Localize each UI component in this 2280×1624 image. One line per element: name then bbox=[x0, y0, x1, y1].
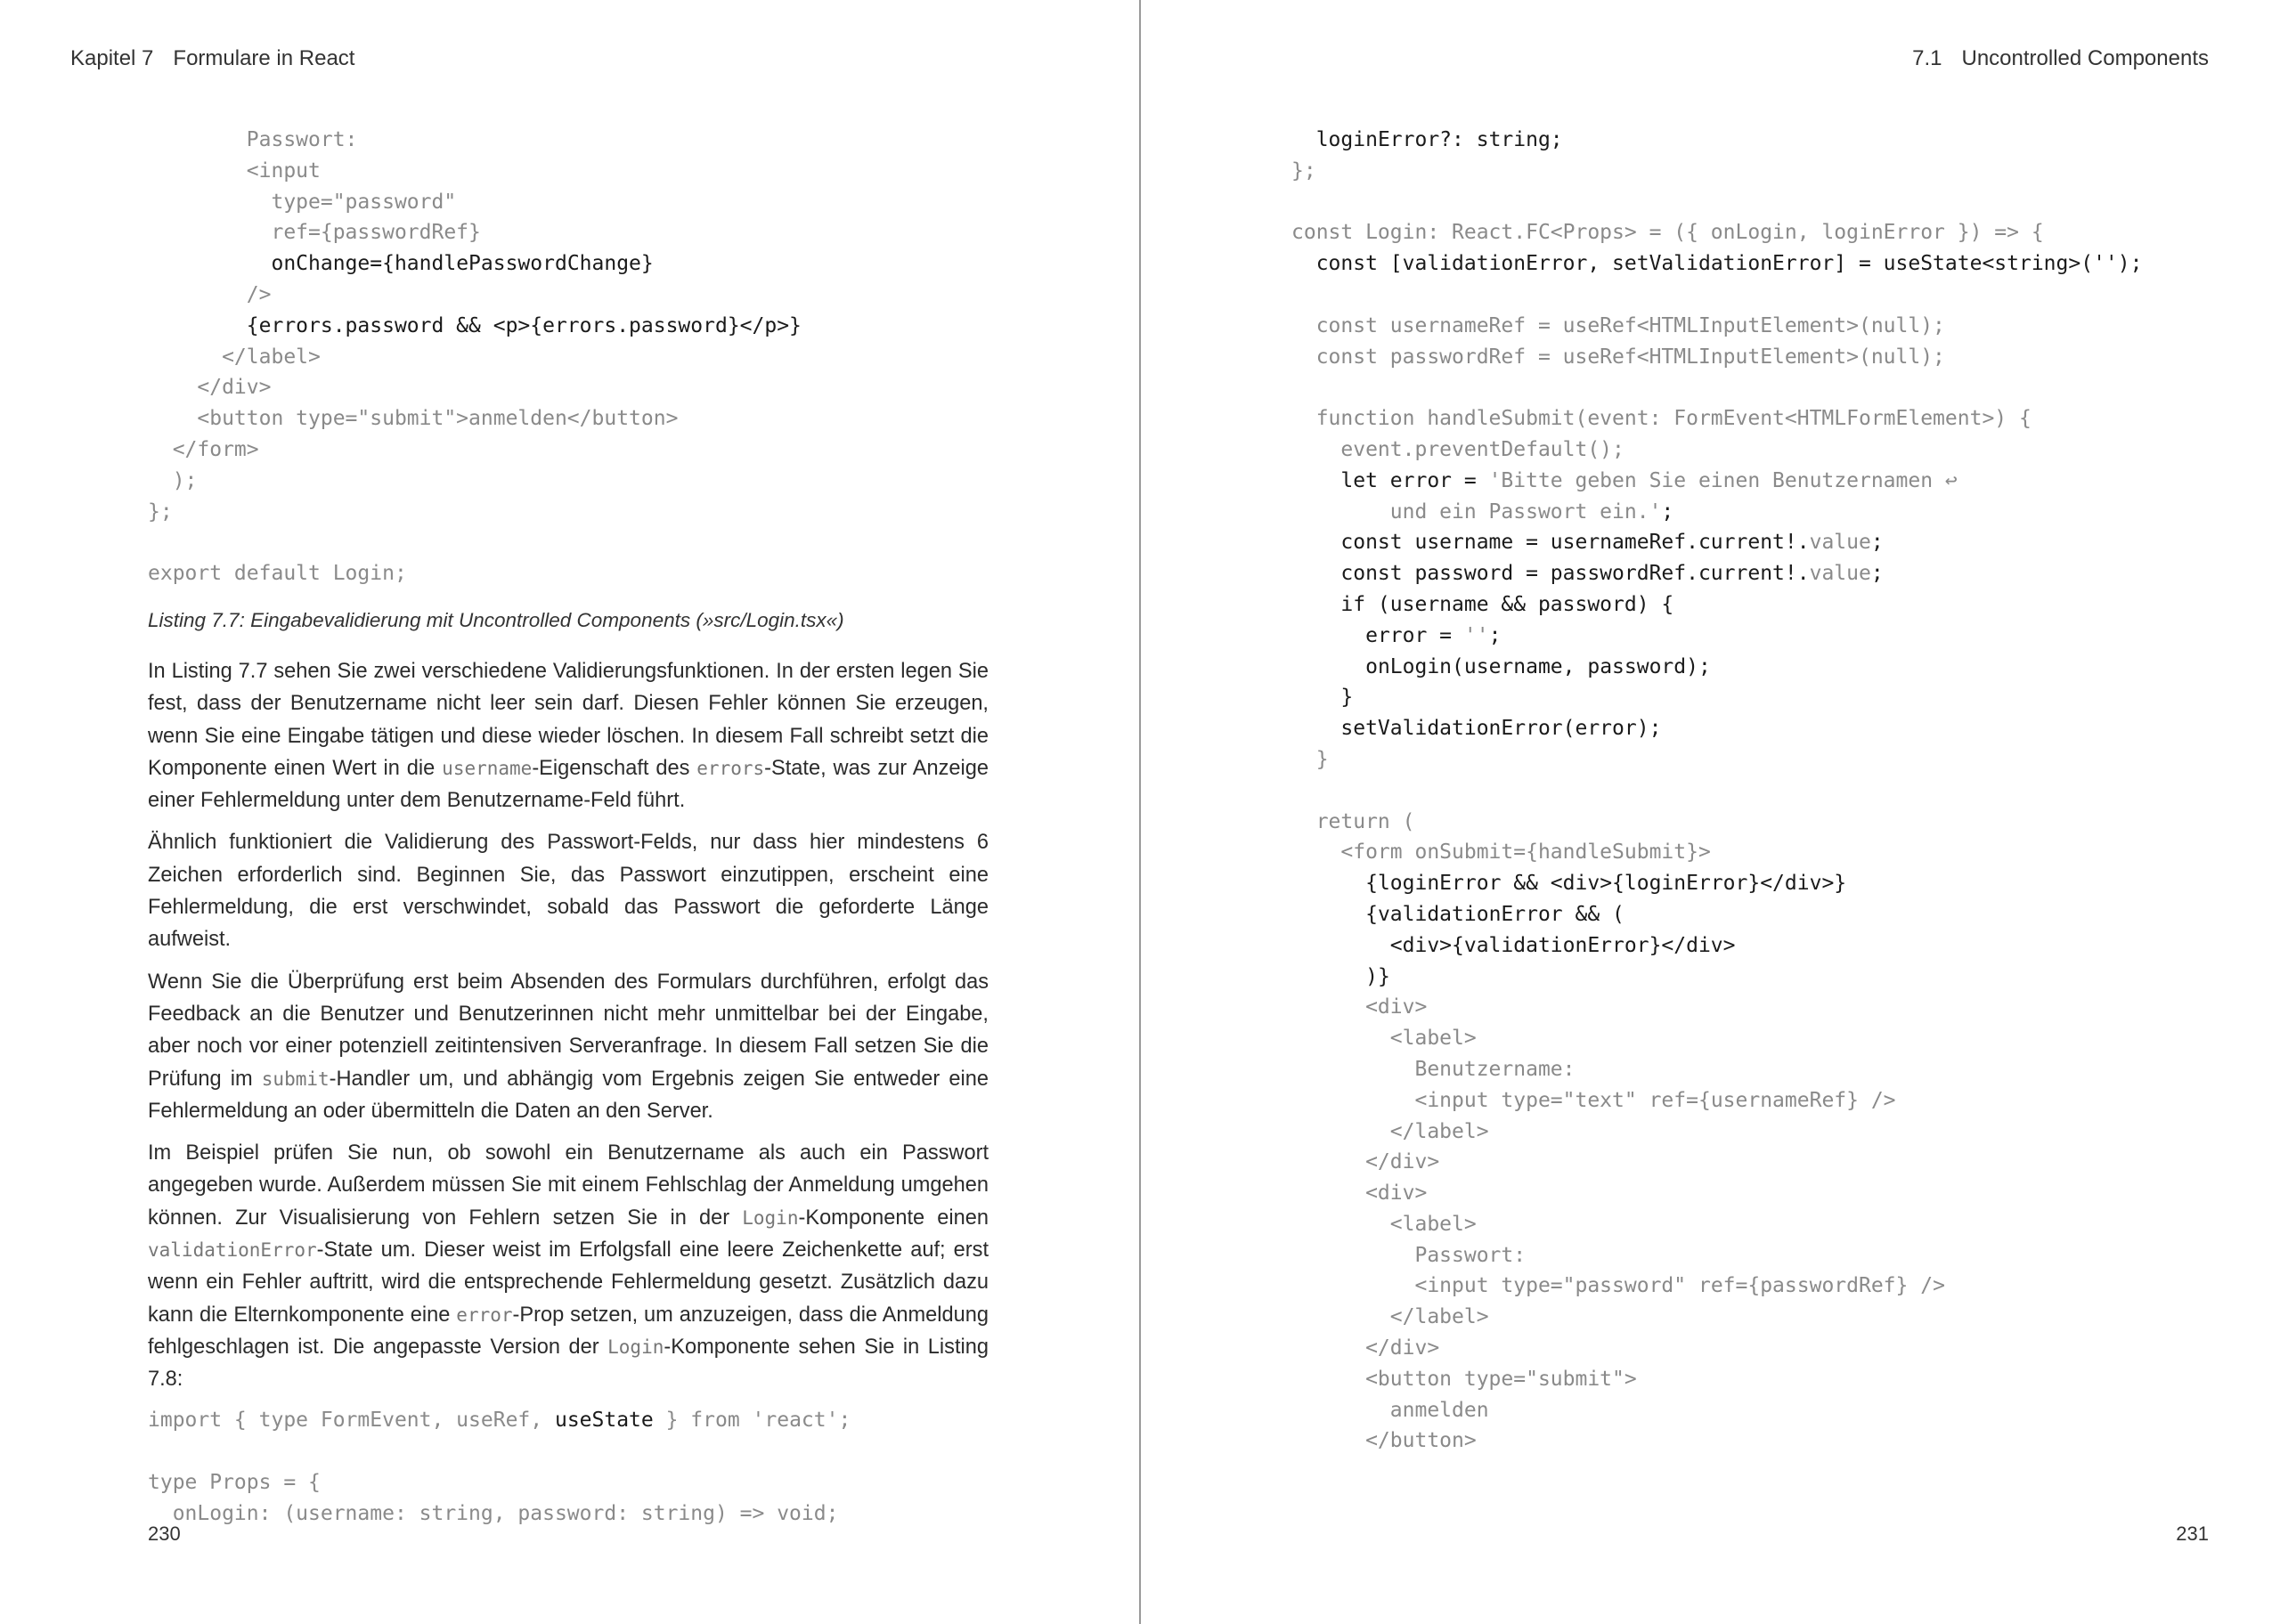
code-line bbox=[1291, 992, 2142, 1023]
code-token: setValidationError(error); bbox=[1340, 717, 1662, 741]
code-line bbox=[1291, 589, 2142, 621]
code-token: <label> bbox=[1291, 1027, 1477, 1051]
code-token: loginError?: string; bbox=[1315, 128, 1563, 151]
paragraph-text: Im Beispiel prüfen Sie nun, ob sowohl ein Benutzername als auch ein Passwort angegeben wurde. Außerdem müssen Sie mit einem Fehlschlag der Anmeldung umgehen können. Zur Visualisierung von Fehlern setzen Sie in der bbox=[148, 1141, 989, 1230]
code-line bbox=[1291, 1209, 2142, 1240]
code-token: </div> bbox=[148, 376, 272, 400]
inline-code: username bbox=[442, 757, 533, 779]
left-page-content bbox=[148, 125, 989, 1530]
paragraph-text: Ähnlich funktioniert die Validierung des Passwort-Felds, nur dass hier mindestens 6 Zeichen erforderlich sind. Beginnen Sie, das Passwort einzutippen, erscheint eine Fehlermeldung, die erst verschwindet, sobald das Passwort die geforderte Länge aufweist. bbox=[148, 831, 989, 952]
code-token: type="password" bbox=[148, 190, 457, 214]
code-token: )} bbox=[1365, 964, 1390, 988]
code-token bbox=[148, 252, 271, 275]
code-token: </label> bbox=[148, 345, 321, 369]
code-token: '' bbox=[1463, 623, 1489, 647]
code-line bbox=[1291, 1178, 2142, 1209]
code-token: {validationError && ( bbox=[1365, 902, 1624, 926]
body-text bbox=[148, 655, 989, 1396]
code-token: const Login: React.FC<Props> = ({ onLogin, loginError }) => { bbox=[1291, 221, 2044, 245]
code-token: </label> bbox=[1291, 1305, 1489, 1329]
code-line bbox=[1291, 125, 2142, 156]
section-number: 7.1 bbox=[1912, 46, 1942, 70]
inline-code: errors bbox=[696, 757, 765, 779]
code-token: function handleSubmit(event: FormEvent<HTMLFormElement>) { bbox=[1291, 407, 2032, 431]
paragraph bbox=[148, 966, 989, 1127]
running-header-left bbox=[70, 46, 354, 71]
code-line bbox=[1291, 1302, 2142, 1333]
paragraph-text: Wenn Sie die Überprüfung erst beim Absenden des Formulars durchführen, erfolgt das Feedback an die Benutzer und Benutzerinnen nicht mehr unmittelbar bei der Eingabe, aber noch vor einer potenziell zeitintensiven Serveranfrage. In diesem Fall setzen Sie die Prüfung im bbox=[148, 970, 989, 1091]
code-token bbox=[1291, 531, 1340, 554]
code-token: /> bbox=[148, 282, 272, 306]
code-token: }; bbox=[1291, 158, 1316, 183]
code-token bbox=[1291, 655, 1365, 678]
code-line bbox=[148, 558, 989, 589]
code-line bbox=[1291, 527, 2142, 558]
code-line bbox=[148, 125, 989, 156]
running-header-right bbox=[1912, 46, 2209, 71]
code-token: <div> bbox=[1291, 995, 1428, 1019]
paragraph-text: -Komponente sehen Sie in Listing 7.8: bbox=[148, 1335, 989, 1392]
code-token: <div>{validationError}</div> bbox=[1389, 933, 1736, 957]
code-token: type Props = { bbox=[148, 1471, 321, 1495]
code-token bbox=[1291, 686, 1340, 709]
code-token: const usernameRef = useRef<HTMLInputElement>(null); bbox=[1291, 313, 1945, 337]
code-line bbox=[1291, 497, 2142, 528]
code-line bbox=[1291, 652, 2142, 683]
code-line bbox=[1291, 558, 2142, 589]
code-token: anmelden bbox=[1291, 1398, 1489, 1422]
code-line bbox=[1291, 1271, 2142, 1302]
code-line bbox=[1291, 434, 2142, 466]
code-token: ; bbox=[1661, 499, 1674, 524]
code-line bbox=[1291, 744, 2142, 775]
paragraph-text: In Listing 7.7 sehen Sie zwei verschiedene Validierungsfunktionen. In der ersten legen Sie fest, dass der Benutzername nicht leer sein darf. Diesen Fehler können Sie erzeugen, wenn Sie eine Eingabe tätigen und diese wieder löschen. In diesem Fall schreibt setzt die Komponente einen Wert in die bbox=[148, 659, 989, 780]
code-token: </form> bbox=[148, 437, 259, 461]
code-line bbox=[148, 1405, 989, 1436]
code-token: <input bbox=[148, 158, 321, 183]
code-line bbox=[1291, 1023, 2142, 1054]
code-line bbox=[148, 1467, 989, 1498]
code-line bbox=[1291, 1364, 2142, 1395]
code-line bbox=[1291, 1054, 2142, 1085]
code-line bbox=[1291, 466, 2142, 497]
page-number-right: 231 bbox=[2176, 1522, 2209, 1545]
code-token: error = bbox=[1365, 623, 1464, 647]
code-line bbox=[148, 1436, 989, 1467]
code-token: /> bbox=[1908, 1274, 1945, 1298]
code-token bbox=[1291, 903, 1365, 926]
code-token: onLogin(username, password); bbox=[1365, 654, 1711, 678]
code-line bbox=[1291, 403, 2142, 434]
code-token: Benutzername: bbox=[1291, 1057, 1576, 1081]
code-token bbox=[1291, 965, 1365, 988]
code-line bbox=[1291, 682, 2142, 713]
code-line bbox=[148, 156, 989, 187]
code-token: <button type="submit">anmelden</button> bbox=[148, 407, 679, 431]
inline-code: validationError bbox=[148, 1239, 317, 1261]
code-token: } bbox=[1291, 747, 1329, 771]
code-line bbox=[148, 497, 989, 528]
inline-code: Login bbox=[742, 1206, 799, 1229]
code-line bbox=[148, 527, 989, 558]
paragraph-text: -State um. Dieser weist im Erfolgsfall eine leere Zeichenkette auf; erst wenn ein Fehler auftritt, wird die entsprechende Fehlermeldung gesetzt. Zusätzlich dazu kann die Elternkomponente eine bbox=[148, 1238, 989, 1327]
code-line bbox=[1291, 713, 2142, 744]
code-token: 'Bitte geben Sie einen Benutzernamen ↩ bbox=[1488, 468, 1958, 492]
code-token: return ( bbox=[1291, 809, 1415, 833]
code-token: </button> bbox=[1291, 1429, 1477, 1453]
code-token bbox=[1291, 128, 1316, 151]
code-token: const [validationError, setValidationError] = useState<string>(''); bbox=[1315, 252, 2143, 276]
code-token: <div> bbox=[1291, 1181, 1428, 1206]
page-number-left: 230 bbox=[148, 1522, 181, 1545]
chapter-title: Formulare in React bbox=[173, 46, 355, 70]
code-line bbox=[1291, 1240, 2142, 1271]
code-token: } bbox=[1340, 686, 1354, 710]
code-line bbox=[1291, 1425, 2142, 1457]
chapter-number: Kapitel 7 bbox=[70, 46, 154, 70]
code-line bbox=[148, 372, 989, 403]
code-token: <input type="password" bbox=[1291, 1274, 1698, 1298]
listing-caption: Listing 7.7: Eingabevalidierung mit Uncontrolled Components (»src/Login.tsx«) bbox=[148, 608, 844, 631]
code-line bbox=[1291, 1116, 2142, 1148]
code-token: und ein Passwort ein.' bbox=[1291, 499, 1662, 524]
code-token: onLogin: (username: string, password: string) => void; bbox=[148, 1501, 839, 1525]
code-token: Passwort: bbox=[1291, 1243, 1527, 1267]
code-token: ref={usernameRef} bbox=[1649, 1088, 1859, 1112]
inline-code: Login bbox=[607, 1336, 664, 1358]
code-token bbox=[1291, 562, 1340, 585]
code-token: let error = bbox=[1340, 468, 1489, 492]
code-line bbox=[148, 466, 989, 497]
code-token bbox=[1291, 593, 1340, 616]
code-token bbox=[1291, 624, 1365, 647]
code-line bbox=[148, 342, 989, 373]
code-line bbox=[148, 187, 989, 218]
code-line bbox=[1291, 1147, 2142, 1178]
code-token: value bbox=[1809, 562, 1871, 586]
code-token: import { type FormEvent, useRef, bbox=[148, 1409, 555, 1433]
code-token bbox=[1291, 872, 1365, 895]
code-line bbox=[1291, 248, 2142, 280]
code-line bbox=[1291, 962, 2142, 993]
code-token: event.preventDefault(); bbox=[1291, 437, 1624, 461]
code-token: value bbox=[1809, 531, 1871, 555]
code-line bbox=[1291, 156, 2142, 187]
code-token: useState bbox=[554, 1409, 654, 1433]
code-line bbox=[1291, 187, 2142, 218]
code-line bbox=[1291, 311, 2142, 342]
code-token: </div> bbox=[1291, 1336, 1440, 1360]
code-token: onChange={handlePasswordChange} bbox=[271, 252, 654, 276]
paragraph bbox=[148, 826, 989, 955]
code-token bbox=[1291, 469, 1340, 492]
code-line bbox=[148, 217, 989, 248]
code-token bbox=[148, 314, 247, 337]
code-line bbox=[1291, 280, 2142, 311]
code-token: /> bbox=[1858, 1088, 1896, 1112]
inline-code: error bbox=[456, 1303, 513, 1326]
code-token: <button type="submit"> bbox=[1291, 1367, 1637, 1391]
code-token: ref={passwordRef} bbox=[1698, 1274, 1909, 1298]
code-token bbox=[1291, 934, 1390, 957]
code-token: <input type="text" bbox=[1291, 1088, 1649, 1112]
code-token bbox=[1291, 717, 1340, 740]
code-token: </label> bbox=[1291, 1119, 1489, 1143]
code-line bbox=[148, 434, 989, 466]
code-token: ref={passwordRef} bbox=[148, 221, 481, 245]
code-token: const passwordRef = useRef<HTMLInputElement>(null); bbox=[1291, 345, 1945, 369]
code-token: ; bbox=[1870, 531, 1884, 555]
code-token: <form onSubmit={handleSubmit}> bbox=[1291, 840, 1711, 865]
paragraph-text: -State, was zur Anzeige einer Fehlermeldung unter dem Benutzername-Feld führt. bbox=[148, 756, 989, 813]
code-line bbox=[1291, 930, 2142, 962]
code-line bbox=[1291, 372, 2142, 403]
code-line bbox=[148, 403, 989, 434]
code-line bbox=[1291, 837, 2142, 868]
code-token: }; bbox=[148, 499, 173, 524]
code-token: export default Login; bbox=[148, 562, 407, 586]
code-line bbox=[1291, 1395, 2142, 1426]
code-listing-top bbox=[148, 125, 989, 589]
code-line bbox=[1291, 342, 2142, 373]
code-token: ; bbox=[1488, 623, 1502, 647]
paragraph-text: -Eigenschaft des bbox=[532, 756, 697, 780]
code-line bbox=[148, 280, 989, 311]
code-token: } from 'react'; bbox=[653, 1409, 851, 1433]
code-line bbox=[1291, 807, 2142, 838]
paragraph bbox=[148, 655, 989, 816]
code-line bbox=[1291, 899, 2142, 930]
code-line bbox=[1291, 621, 2142, 652]
code-token: const username = usernameRef.current!. bbox=[1340, 531, 1810, 555]
code-token bbox=[1291, 252, 1316, 275]
code-token: const password = passwordRef.current!. bbox=[1340, 562, 1810, 586]
code-line bbox=[1291, 1333, 2142, 1364]
code-line bbox=[148, 248, 989, 280]
inline-code: submit bbox=[261, 1068, 330, 1090]
code-token: ); bbox=[148, 468, 198, 492]
code-listing-bottom bbox=[148, 1405, 989, 1529]
paragraph bbox=[148, 1137, 989, 1395]
code-token: <label> bbox=[1291, 1212, 1477, 1236]
code-token: {loginError && <div>{loginError}</div>} bbox=[1365, 872, 1847, 896]
code-line bbox=[1291, 775, 2142, 807]
code-token: </div> bbox=[1291, 1150, 1440, 1174]
code-line bbox=[1291, 1085, 2142, 1116]
paragraph-text: -Komponente einen bbox=[798, 1206, 989, 1230]
code-line bbox=[148, 1498, 989, 1530]
code-line bbox=[1291, 868, 2142, 899]
left-page bbox=[0, 0, 1139, 1624]
code-token: if (username && password) { bbox=[1340, 592, 1674, 616]
paragraph-text: -Handler um, und abhängig vom Ergebnis zeigen Sie entweder eine Fehlermeldung an oder übermitteln die Daten an den Server. bbox=[148, 1067, 989, 1123]
section-title: Uncontrolled Components bbox=[1961, 46, 2209, 70]
code-token: {errors.password && <p>{errors.password}</p>} bbox=[246, 313, 802, 337]
paragraph-text: -Prop setzen, um anzuzeigen, dass die Anmeldung fehlgeschlagen ist. Die angepasste Version der bbox=[148, 1303, 989, 1359]
code-token: ; bbox=[1870, 562, 1884, 586]
code-token: Passwort: bbox=[148, 128, 358, 151]
code-line bbox=[1291, 217, 2142, 248]
code-line bbox=[148, 311, 989, 342]
code-listing-right bbox=[1291, 125, 2142, 1457]
